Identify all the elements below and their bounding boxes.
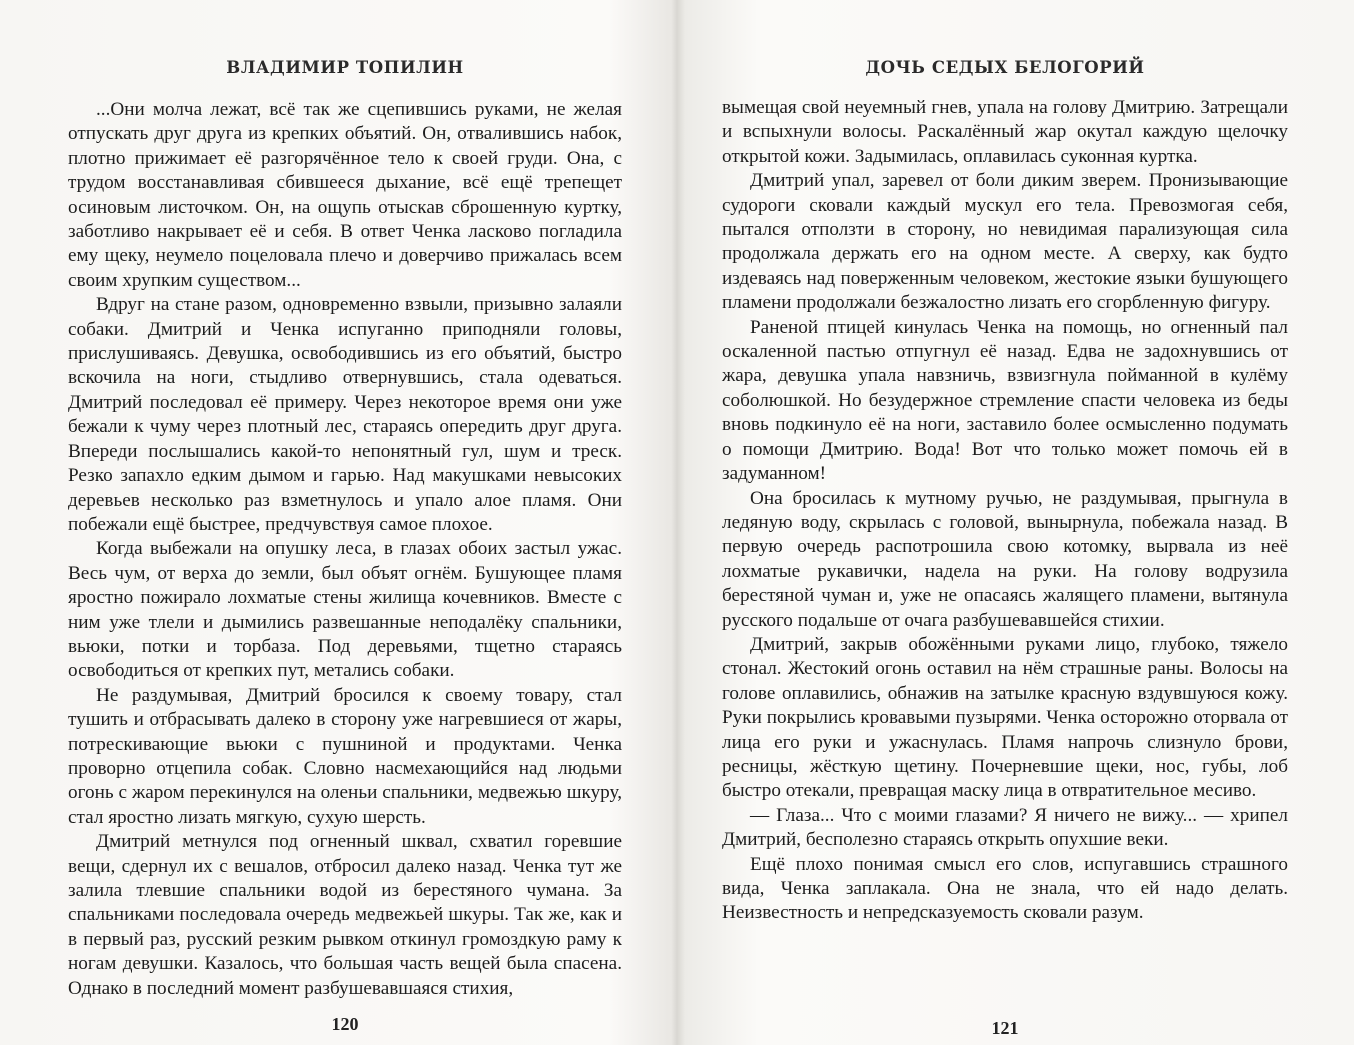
right-page bbox=[722, 0, 1288, 1045]
right-paragraph-7: Ещё плохо понимая смысл его слов, испугавшись страшного вида, Ченка заплакала. Она не знала, что ей надо делать. Неизвестность и непредсказуемость сковали разум. bbox=[722, 853, 1288, 924]
left-text-block bbox=[68, 98, 622, 1001]
right-page-number: 121 bbox=[991, 1018, 1019, 1038]
right-running-head: ДОЧЬ СЕДЫХ БЕЛОГОРИЙ bbox=[865, 58, 1145, 77]
right-text-block bbox=[722, 96, 1288, 926]
left-paragraph-2: Вдруг на стане разом, одновременно взвыли, призывно залаяли собаки. Дмитрий и Ченка испуганно приподняли головы, прислушиваясь. Девушка, освободившись из его объятий, быстро вскочила на ноги, стыдливо отвернувшись, стала одеваться. Дмитрий последовал её примеру. Через некоторое время они уже бежали к чуму через плотный лес, стараясь опередить друг друга. Впереди послышались какой-то непонятный гул, шум и треск. Резко запахло едким дымом и гарью. Над макушками невысоких деревьев несколько раз взметнулось и упало алое пламя. Они побежали ещё быстрее, предчувствуя самое плохое. bbox=[68, 294, 622, 535]
left-page bbox=[68, 0, 622, 1045]
right-paragraph-1: вымещая свой неуемный гнев, упала на голову Дмитрию. Затрещали и вспыхнули волосы. Раскалённый жар окутал каждую щелочку открытой кожи. Задымилась, оплавилась суконная куртка. bbox=[722, 97, 1288, 167]
left-paragraph-5: Дмитрий метнулся под огненный шквал, схватил горевшие вещи, сдернул их с вешалов, отбросил далеко назад. Ченка тут же залила тлевшие спальники водой из берестяного чумана. За спальниками последовала очередь медвежьей шкуры. Так же, как и в первый раз, русский резким рывком откинул громоздкую раму к ногам девушки. Казалось, что большая часть вещей была спасена. Однако в последний момент разбушевавшаяся стихия, bbox=[68, 831, 622, 999]
right-paragraph-5: Дмитрий, закрыв обожёнными руками лицо, глубоко, тяжело стонал. Жестокий огонь оставил на нём страшные раны. Волосы на голове оплавились, обнажив на затылке красную вздувшуюся кожу. Руки покрылись кровавыми пузырями. Ченка осторожно оторвала от лица его руки и ужаснулась. Пламя напрочь слизнуло брови, ресницы, жёсткую щетину. Почерневшие щеки, нос, губы, лоб быстро отекали, превращая маску лица в отвратительное месиво. bbox=[722, 633, 1288, 802]
right-paragraph-4: Она бросилась к мутному ручью, не раздумывая, прыгнула в ледяную воду, скрылась с головой, вынырнула, побежала назад. В первую очередь распотрошила свою котомку, вырвала из неё лохматые рукавички, надела на руки. На голову водрузила берестяной чуман и, уже не опасаясь жалящего пламени, вытянула русского подальше от очага разбушевавшейся стихии. bbox=[722, 487, 1288, 631]
left-paragraph-3: Когда выбежали на опушку леса, в глазах обоих застыл ужас. Весь чум, от верха до земли, был объят огнём. Бушующее пламя яростно пожирало лохматые стены жилища кочевников. Вместе с ним уже тлели и дымились развешанные неподалёку спальники, вьюки, потки и торбаза. Под деревьями, тщетно стараясь освободиться от крепких пут, метались собаки. bbox=[68, 538, 622, 682]
left-paragraph-4: Не раздумывая, Дмитрий бросился к своему товару, стал тушить и отбрасывать далеко в сторону уже нагревшиеся от жары, потрескивающие вьюки с пушниной и продуктами. Ченка проворно отцепила собак. Словно насмехающийся над людьми огонь с жаром перекинулся на оленьи спальники, медвежью шкуру, стал яростно лизать мягкую, сухую шерсть. bbox=[68, 684, 622, 828]
left-page-number: 120 bbox=[331, 1014, 359, 1034]
right-paragraph-3: Раненой птицей кинулась Ченка на помощь, но огненный пал оскаленной пастью отпугнул её назад. Едва не задохнувшись от жара, девушка упала навзничь, взвизгнула пойманной в кулёму соболюшкой. Но безудержное стремление спасти человека из беды вновь подкинуло её на ноги, заставило более осмысленно подумать о помощи Дмитрию. Вода! Вот что только может помочь ей в задуманном! bbox=[722, 316, 1288, 485]
right-paragraph-2: Дмитрий упал, заревел от боли диким зверем. Пронизывающие судороги сковали каждый мускул его тела. Превозмогая себя, пытался отползти в сторону, но невидимая парализующая сила продолжала держать его на одном месте. А сверху, как будто издеваясь над поверженным человеком, жестокие языки бушующего пламени продолжали безжалостно лизать его сгорбленную фигуру. bbox=[722, 170, 1288, 314]
right-paragraph-6: — Глаза... Что с моими глазами? Я ничего не вижу... — хрипел Дмитрий, бесполезно стараясь открыть опухшие веки. bbox=[722, 804, 1288, 851]
left-running-head: ВЛАДИМИР ТОПИЛИН bbox=[226, 58, 464, 77]
left-paragraph-1: ...Они молча лежат, всё так же сцепившись руками, не желая отпускать друг друга из крепких объятий. Он, отвалившись набок, плотно прижимает её разгорячённое тело к своей груди. Она, с трудом восстанавливая сбившееся дыхание, всё ещё трепещет осиновым листочком. Он, на ощупь отыскав сброшенную куртку, заботливо накрывает её и себя. В ответ Ченка ласково погладила ему щеку, неумело поцеловала плечо и доверчиво прижалась всем своим хрупким существом... bbox=[68, 99, 622, 291]
